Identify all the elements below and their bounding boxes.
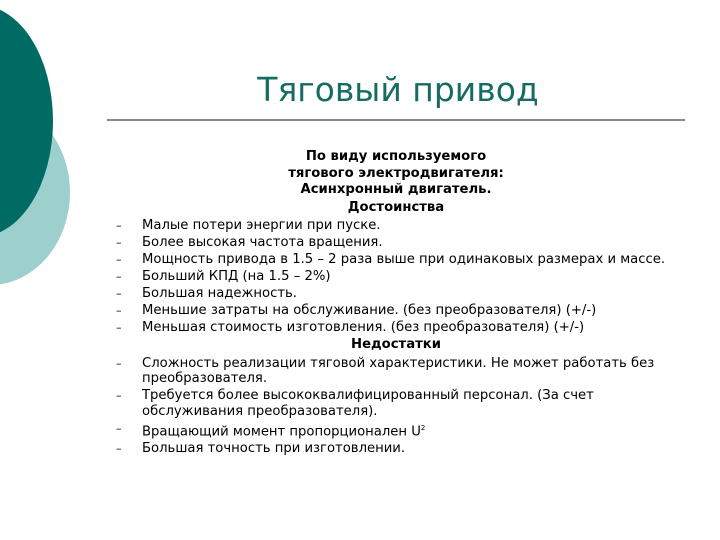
- list-item: [116, 303, 676, 319]
- superscript-exponent: 2: [420, 423, 426, 432]
- slide-content: [116, 149, 676, 458]
- list-item: [116, 218, 676, 234]
- bullet-dash: –: [116, 421, 122, 435]
- list-item-text: Меньшая стоимость изготовления. (без преобразователя) (+/-): [142, 320, 585, 335]
- disadvantages-heading: Недостатки: [351, 337, 441, 352]
- list-item-text: Вращающий момент пропорционален U: [142, 423, 421, 439]
- list-item-text: Мощность привода в 1.5 – 2 раза выше при одинаковых размерах и массе.: [142, 252, 666, 267]
- list-item-text: Сложность реализации тяговой характеристики. Не может работать без преобразователя.: [142, 355, 655, 386]
- list-item-text: Больший КПД (на 1.5 – 2%): [142, 269, 331, 284]
- bullet-dash: –: [116, 287, 122, 300]
- bullet-dash: –: [116, 441, 122, 455]
- list-item: [116, 421, 676, 440]
- bullet-dash: –: [116, 356, 122, 370]
- slide-title: Тяговый привод: [257, 70, 539, 109]
- bullet-dash: –: [116, 219, 122, 232]
- list-item: [116, 286, 676, 302]
- list-item: [116, 235, 676, 251]
- list-item-text: Большая надежность.: [142, 286, 297, 301]
- list-item-text: Меньшие затраты на обслуживание. (без преобразователя) (+/-): [142, 303, 597, 318]
- bullet-dash: –: [116, 321, 122, 334]
- advantages-heading: Достоинства: [347, 199, 445, 215]
- list-item: [116, 441, 676, 457]
- bullet-dash: –: [116, 270, 122, 283]
- heading-line-2: тягового электродвигателя:: [288, 165, 504, 181]
- advantages-list: [116, 218, 676, 336]
- list-item: [116, 269, 676, 285]
- bullet-dash: –: [116, 304, 122, 317]
- list-item: [116, 320, 676, 336]
- list-item-text: Более высокая частота вращения.: [142, 235, 383, 250]
- disadvantages-list: [116, 356, 676, 457]
- bullet-dash: –: [116, 389, 122, 402]
- list-item: [116, 356, 676, 387]
- list-item: [116, 388, 676, 419]
- list-item-text: Требуется более высококвалифицированный персонал. (За счет обслуживания преобразователя).: [142, 388, 594, 419]
- bullet-dash: –: [116, 236, 122, 249]
- bullet-dash: –: [116, 253, 122, 266]
- list-item: [116, 252, 676, 268]
- title-divider: [107, 119, 685, 121]
- heading-line-3: Асинхронный двигатель.: [300, 182, 492, 197]
- list-item-text: Малые потери энергии при пуске.: [142, 218, 381, 233]
- heading-line-1: По виду используемого: [305, 149, 487, 164]
- list-item-text: Большая точность при изготовлении.: [142, 440, 406, 456]
